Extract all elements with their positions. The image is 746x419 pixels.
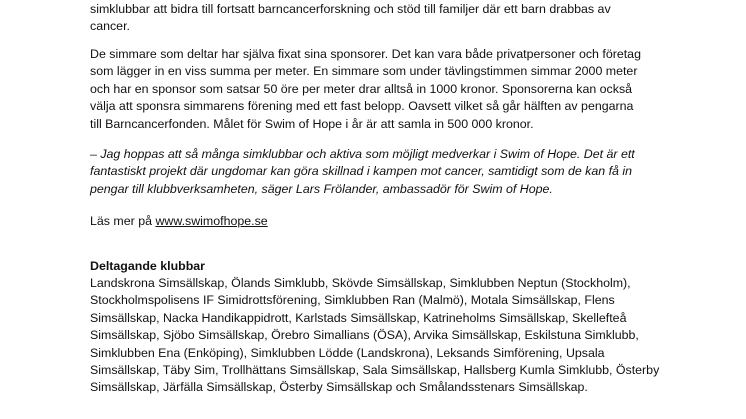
text-line: simklubbar att bidra till fortsatt barncancerforskning och stöd till familjer där ett barn drabbas av bbox=[90, 2, 611, 16]
text-line: Simsällskap, Täby Sim, Trollhättans Simsällskap, Sala Simsällskap, Hallsberg Kumla Simklubb, Österby bbox=[90, 363, 660, 378]
text-line: Landskrona Simsällskap, Ölands Simklubb, Skövde Simsällskap, Simklubben Neptun (Stockholm), bbox=[90, 276, 631, 290]
text-line: som lägger in en viss summa per meter. En simmare som under tävlingstimmen simmar 2000 meter bbox=[90, 64, 638, 79]
read-more-paragraph bbox=[90, 213, 268, 230]
text-line: pengar till klubbverksamheten, säger Lars Frölander, ambassadör för Swim of Hope. bbox=[90, 181, 553, 196]
text-line: och har en sponsor som satsar 50 öre per meter drar alltså in 1000 kronor. Sponsorerna kan också bbox=[90, 81, 633, 96]
intro-paragraph bbox=[90, 1, 611, 36]
text-line: De simmare som deltar har själva fixat sina sponsorer. Det kan vara både privatpersoner och företag bbox=[90, 47, 641, 61]
read-more-prefix: Läs mer på bbox=[90, 214, 156, 228]
text-line: Simklubben Ena (Enköping), Simklubben Lödde (Landskrona), Leksands Simförening, Upsala bbox=[90, 345, 605, 360]
clubs-heading: Deltagande klubbar bbox=[90, 259, 205, 273]
sponsor-paragraph bbox=[90, 46, 641, 133]
quote-paragraph bbox=[90, 146, 635, 198]
text-line: Simsällskap, Sjöbo Simsällskap, Örebro Simallians (ÖSA), Arvika Simsällskap, Eskilstuna Simklubb, bbox=[90, 328, 639, 343]
text-line: välja att sponsra simmarens förening med ett fast belopp. Oavsett vilket så går hälften av pengarna bbox=[90, 99, 634, 114]
text-line: till Barncancerfonden. Målet för Swim of Hope i år är att samla in 500 000 kronor. bbox=[90, 116, 534, 131]
website-link[interactable]: www.swimofhope.se bbox=[155, 214, 268, 228]
text-line: Simsällskap, Nacka Handikappidrott, Karlstads Simsällskap, Katrineholms Simsällskap, Skellefteå bbox=[90, 310, 627, 325]
text-line: Simsällskap, Järfälla Simsällskap, Österby Simsällskap och Smålandsstenars Simsällskap. bbox=[90, 380, 588, 395]
text-line: Stockholmspolisens IF Simidrottsförening, Simklubben Ran (Malmö), Motala Simsällskap, Flens bbox=[90, 293, 615, 308]
text-line: fantastiskt projekt där ungdomar kan göra skillnad i kampen mot cancer, samtidigt som de kan få in bbox=[90, 164, 633, 179]
text-line: – Jag hoppas att så många simklubbar och aktiva som möjligt medverkar i Swim of Hope. Det är ett bbox=[90, 147, 635, 161]
text-line: cancer. bbox=[90, 19, 130, 34]
clubs-paragraph bbox=[90, 275, 659, 397]
